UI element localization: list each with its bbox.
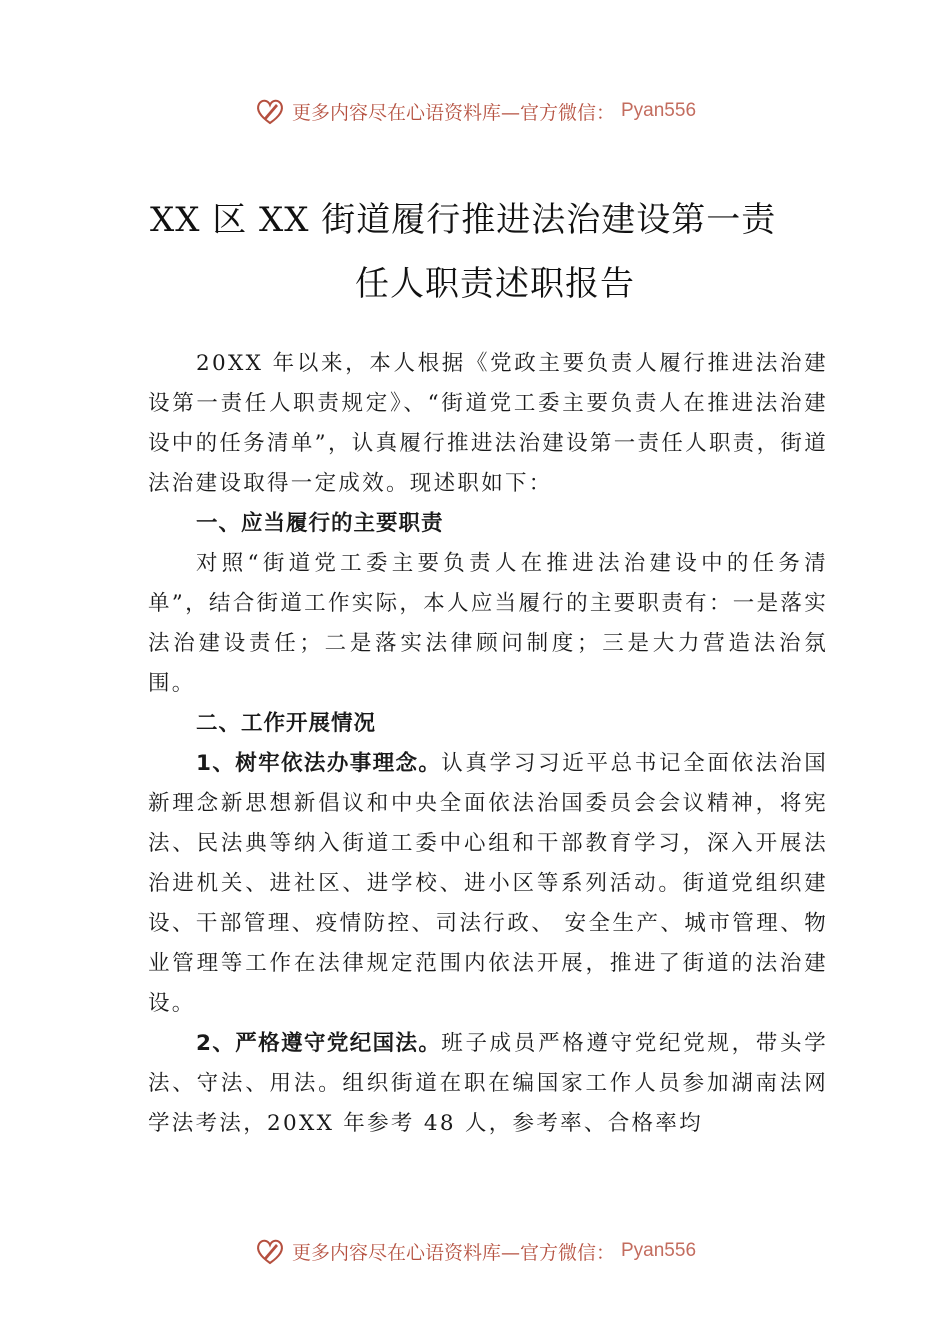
section2-heading: 二、工作开展情况	[196, 711, 377, 736]
intro-paragraph: 20XX 年以来，本人根据《党政主要负责人履行推进法治建设第一责任人职责规定》、“街道党工委主要负责人在推进法治建设中的任务清单”，认真履行推进法治建设第一责任人职责，街道法治建设取得一定成效。现述职如下：	[148, 351, 828, 496]
item2-lead: 2、严格遵守党纪国法。	[196, 1031, 442, 1056]
document-body	[148, 344, 828, 1144]
item1-lead: 1、树牢依法办事理念。	[196, 751, 442, 776]
watermark-wechat-id: Pyan556	[621, 100, 697, 121]
watermark-text: 更多内容尽在心语资料库—官方微信：	[291, 101, 615, 124]
pen-heart-logo-icon	[254, 1236, 286, 1266]
item2-text: 班子成员严格遵守党纪党规，带头学法、守法、用法。组织街道在职在编国家工作人员参加湖南法网学法考法，20XX 年参考 48 人，参考率、合格率均	[148, 1031, 828, 1136]
section1-heading: 一、应当履行的主要职责	[196, 511, 444, 536]
watermark-text: 更多内容尽在心语资料库—官方微信：	[291, 1241, 615, 1264]
watermark-footer	[0, 1236, 950, 1266]
item1-paragraph	[148, 744, 828, 1024]
watermark-header	[0, 96, 950, 126]
pen-heart-logo-icon	[254, 96, 286, 126]
section1-paragraph: 对照“街道党工委主要负责人在推进法治建设中的任务清单”，结合街道工作实际，本人应当履行的主要职责有：一是落实法治建设责任；二是落实法律顾问制度；三是大力营造法治氛围。	[148, 551, 828, 696]
watermark-wechat-id: Pyan556	[621, 1240, 697, 1261]
document-title-line1: XX 区 XX 街道履行推进法治建设第一责	[150, 200, 777, 240]
item1-text: 认真学习习近平总书记全面依法治国新理念新思想新倡议和中央全面依法治国委员会会议精神，将宪法、民法典等纳入街道工委中心组和干部教育学习，深入开展法治进机关、进社区、进学校、进小区等系列活动。街道党组织建设、干部管理、疫情防控、司法行政、 安全生产、城市管理、物业管理等工作在法律规定范围内依法开展，推进了街道的法治建设。	[148, 751, 828, 1016]
document-title-line2: 任人职责述职报告	[355, 264, 635, 304]
item2-paragraph	[148, 1024, 828, 1144]
